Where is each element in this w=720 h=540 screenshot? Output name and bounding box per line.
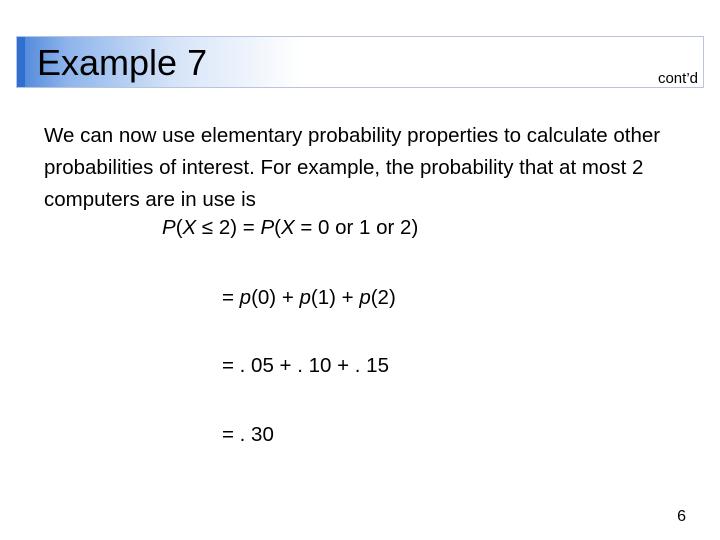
title-accent-bar xyxy=(17,37,25,87)
continued-label: cont’d xyxy=(657,70,698,87)
page-number: 6 xyxy=(677,508,686,525)
equation-line-4: = . 30 xyxy=(222,423,274,446)
equation-line-2: = p(0) + p(1) + p(2) xyxy=(222,286,396,309)
title-bar xyxy=(16,36,704,88)
equation-line-3: = . 05 + . 10 + . 15 xyxy=(222,354,389,377)
body-paragraph: We can now use elementary probability properties to calculate other probabilities of interest. For example, the probability that at most 2 computers are in use is xyxy=(44,124,661,211)
equation-line-1: P(X ≤ 2) = P(X = 0 or 1 or 2) xyxy=(162,216,419,239)
slide-title: Example 7 xyxy=(37,42,208,83)
